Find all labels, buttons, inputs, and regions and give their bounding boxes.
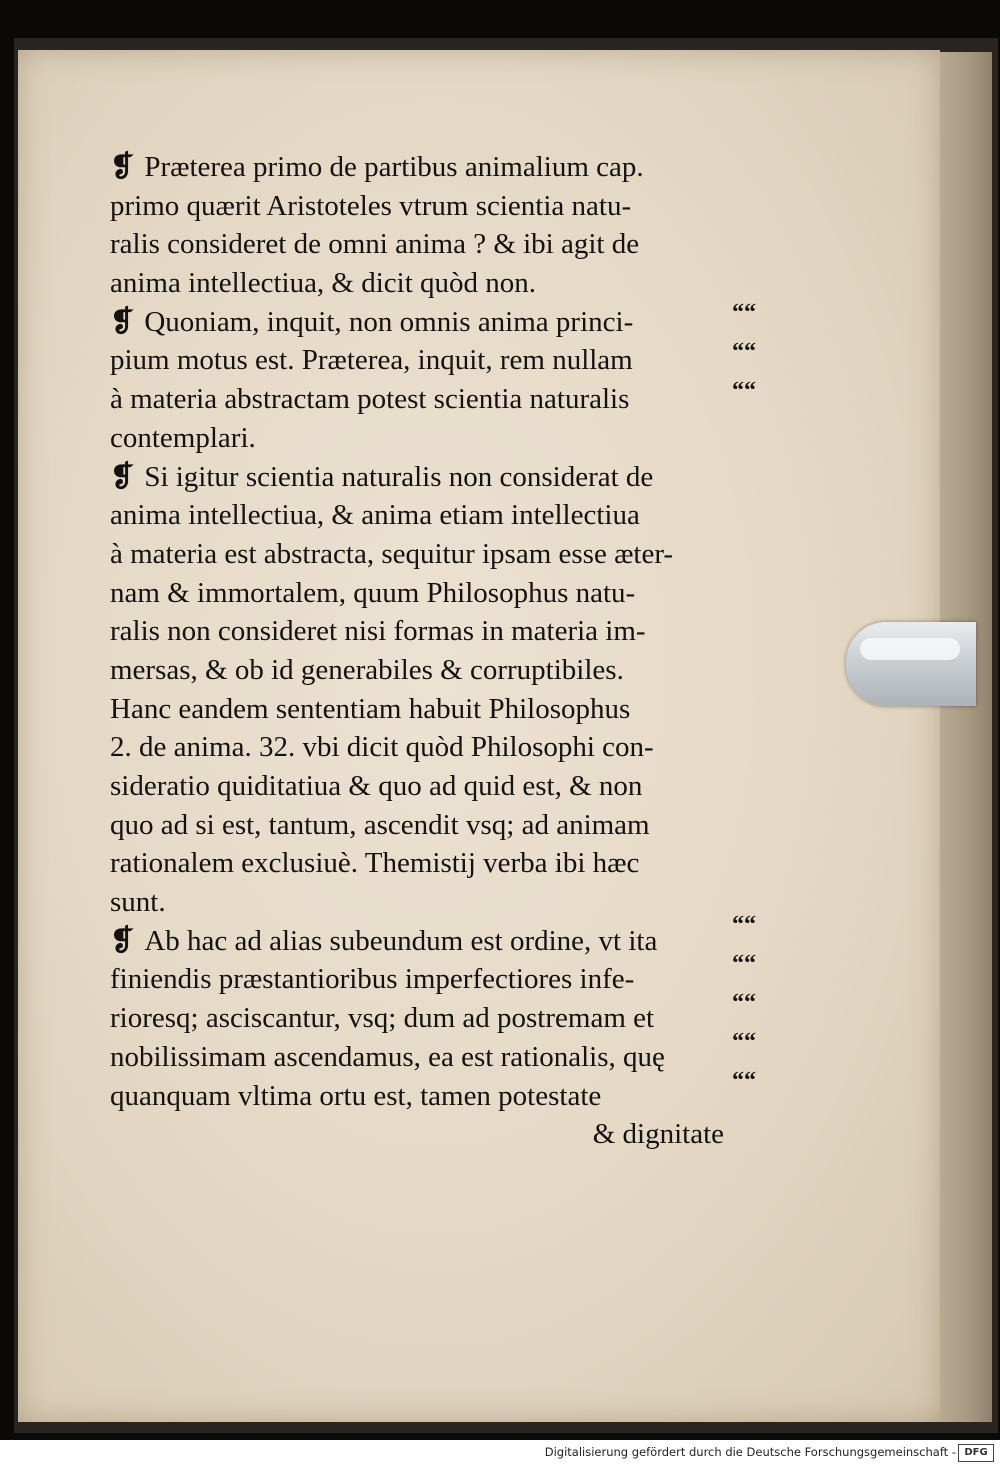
dfg-logo: DFG bbox=[958, 1444, 994, 1462]
marginal-quote-mark: ““ bbox=[732, 300, 756, 326]
marginal-quote-mark: ““ bbox=[732, 951, 756, 977]
pilcrow-icon: ❡ bbox=[110, 924, 135, 957]
footer-bar bbox=[0, 1440, 1000, 1465]
text-line: Hanc eandem sententiam habuit Philosophus bbox=[110, 692, 631, 725]
pilcrow-icon: ❡ bbox=[110, 151, 135, 183]
marginal-quote-mark: ““ bbox=[732, 1029, 756, 1055]
pilcrow-icon: ❡ bbox=[110, 460, 135, 493]
text-line: sideratio quiditatiua & quo ad quid est, & non bbox=[110, 770, 643, 802]
text-line: ralis non consideret nisi formas in materia im- bbox=[110, 615, 646, 648]
pilcrow-icon: ❡ bbox=[110, 305, 135, 338]
funding-note: Digitalisierung gefördert durch die Deutsche Forschungsgemeinschaft - bbox=[544, 1445, 956, 1459]
text-line: ralis consideret de omni anima ? & ibi agit de bbox=[110, 228, 640, 261]
text-line: nam & immortalem, quum Philosophus natu- bbox=[110, 576, 636, 609]
text-line: ❡ Si igitur scientia naturalis non considerat de bbox=[110, 460, 654, 493]
catchword: & dignitate bbox=[592, 1118, 724, 1151]
text-line: finiendis præstantioribus imperfectiores infe- bbox=[110, 963, 635, 996]
text-line: ❡ Præterea primo de partibus animalium cap. bbox=[110, 151, 644, 183]
text-line: ❡ Quoniam, inquit, non omnis anima princi- bbox=[110, 305, 634, 338]
text-line: primo quærit Aristoteles vtrum scientia natu- bbox=[110, 189, 632, 222]
text-line: à materia est abstracta, sequitur ipsam esse æter- bbox=[110, 537, 674, 570]
text-line: anima intellectiua, & dicit quòd non. bbox=[110, 267, 537, 300]
marginal-quote-mark: ““ bbox=[732, 378, 756, 404]
text-line: contemplari. bbox=[110, 421, 256, 454]
text-line: quanquam vltima ortu est, tamen potestate bbox=[110, 1079, 602, 1112]
page-text bbox=[110, 148, 730, 1154]
text-line: quo ad si est, tantum, ascendit vsq; ad animam bbox=[110, 808, 650, 841]
text-line: 2. de anima. 32. vbi dicit quòd Philosophi con- bbox=[110, 731, 654, 764]
text-line: ❡ Ab hac ad alias subeundum est ordine, vt ita bbox=[110, 924, 658, 957]
marginal-quote-mark: ““ bbox=[732, 1068, 756, 1094]
page-clip bbox=[846, 622, 976, 706]
text-line: pium motus est. Præterea, inquit, rem nullam bbox=[110, 344, 633, 377]
text-line: sunt. bbox=[110, 886, 166, 919]
text-line: nobilissimam ascendamus, ea est rationalis, quę bbox=[110, 1040, 665, 1073]
marginal-quote-mark: ““ bbox=[732, 339, 756, 365]
marginal-quote-mark: ““ bbox=[732, 912, 756, 938]
marginal-quote-mark: ““ bbox=[732, 990, 756, 1016]
text-line: rationalem exclusiuè. Themistij verba ibi hæc bbox=[110, 847, 640, 880]
text-line: à materia abstractam potest scientia naturalis bbox=[110, 383, 630, 416]
text-line: anima intellectiua, & anima etiam intellectiua bbox=[110, 499, 640, 532]
text-line: mersas, & ob id generabiles & corruptibiles. bbox=[110, 653, 624, 686]
text-line: rioresq; asciscantur, vsq; dum ad postremam et bbox=[110, 1002, 655, 1035]
